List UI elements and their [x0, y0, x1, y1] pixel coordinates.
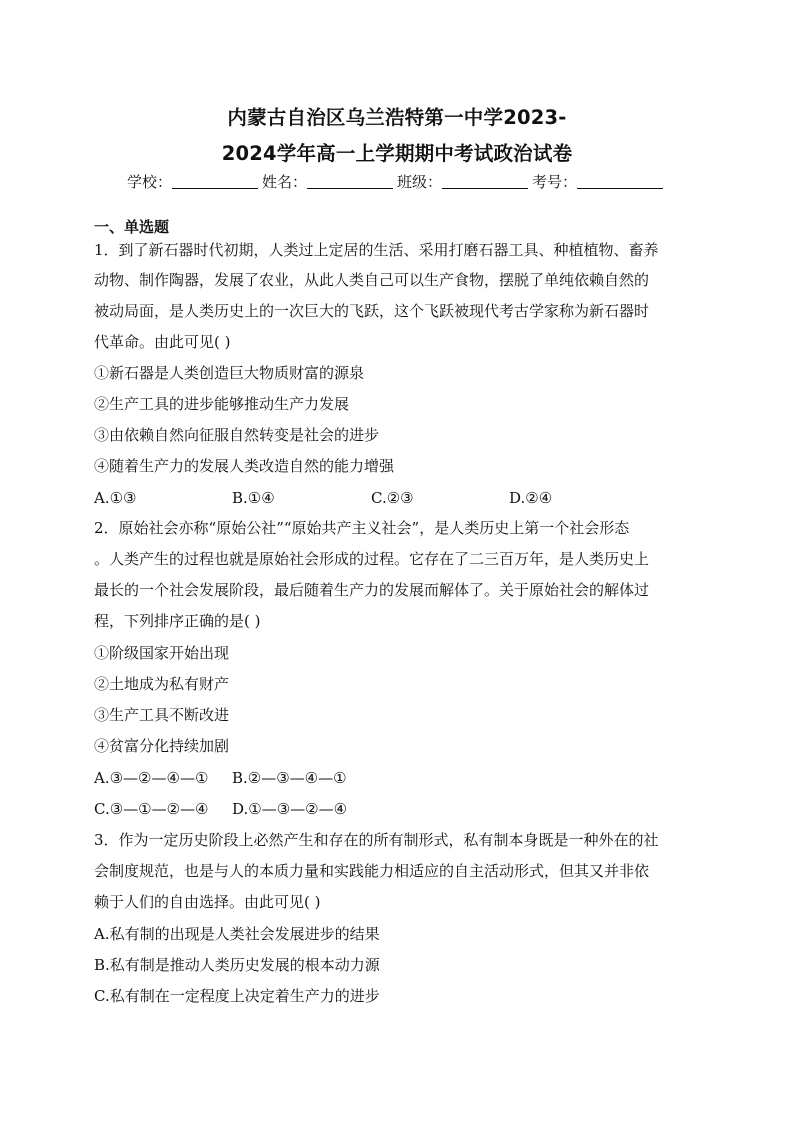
q2-option-b: B.②—③—④—①	[232, 769, 347, 787]
q1-item: ④随着生产力的发展人类改造自然的能力增强	[94, 457, 395, 475]
student-info-row	[0, 171, 794, 192]
q1-option-c: C.②③	[371, 489, 414, 507]
q1-stem-line: 1．到了新石器时代初期，人类过上定居的生活、采用打磨石器工具、种植植物、畜养	[94, 241, 659, 259]
q2-option-d: D.①—③—②—④	[232, 800, 348, 818]
q2-stem-line: 最长的一个社会发展阶段，最后随着生产力的发展而解体了。关于原始社会的解体过	[94, 581, 650, 599]
q2-option-c: C.③—①—②—④	[94, 800, 209, 818]
school-blank[interactable]	[172, 174, 258, 189]
exam-title-line-2: 2024学年高一上学期期中考试政治试卷	[221, 142, 573, 165]
q3-option-c: C.私有制在一定程度上决定着生产力的进步	[94, 987, 380, 1005]
q1-option-d: D.②④	[509, 489, 553, 507]
q2-stem-line: 程，下列排序正确的是( )	[94, 612, 261, 630]
class-label: 班级：	[397, 173, 443, 191]
q2-item: ④贫富分化持续加剧	[94, 737, 230, 755]
q3-stem-line: 3．作为一定历史阶段上必然产生和存在的所有制形式，私有制本身既是一种外在的社	[94, 831, 659, 849]
name-label: 姓名：	[261, 173, 307, 191]
q1-stem-line: 动物、制作陶器，发展了农业，从此人类自己可以生产食物，摆脱了单纯依赖自然的	[94, 271, 650, 289]
q2-item: ①阶级国家开始出现	[94, 644, 230, 662]
number-label: 考号：	[532, 173, 578, 191]
q1-item: ③由依赖自然向征服自然转变是社会的进步	[94, 426, 380, 444]
q3-option-b: B.私有制是推动人类历史发展的根本动力源	[94, 956, 380, 974]
q2-item: ③生产工具不断改进	[94, 706, 230, 724]
name-blank[interactable]	[307, 174, 393, 189]
school-label: 学校：	[126, 173, 172, 191]
q2-stem-line: 。人类产生的过程也就是原始社会形成的过程。它存在了二三百万年，是人类历史上	[94, 550, 650, 568]
q1-stem-line: 代革命。由此可见( )	[94, 333, 231, 351]
q1-option-a: A.①③	[94, 489, 137, 507]
q1-option-b: B.①④	[232, 489, 275, 507]
q3-option-a: A.私有制的出现是人类社会发展进步的结果	[94, 925, 380, 943]
number-blank[interactable]	[577, 174, 663, 189]
q2-option-a: A.③—②—④—①	[94, 769, 209, 787]
q1-item: ①新石器是人类创造巨大物质财富的源泉	[94, 364, 365, 382]
exam-title-line-1: 内蒙古自治区乌兰浩特第一中学2023-	[227, 106, 567, 129]
q2-stem-line: 2．原始社会亦称“原始公社”“原始共产主义社会”，是人类历史上第一个社会形态	[94, 519, 630, 537]
section-title: 一、单选题	[94, 218, 170, 236]
q3-stem-line: 赖于人们的自由选择。由此可见( )	[94, 893, 321, 911]
q2-item: ②土地成为私有财产	[94, 675, 230, 693]
q1-stem-line: 被动局面，是人类历史上的一次巨大的飞跃，这个飞跃被现代考古学家称为新石器时	[94, 302, 650, 320]
class-blank[interactable]	[442, 174, 528, 189]
q1-item: ②生产工具的进步能够推动生产力发展	[94, 395, 350, 413]
q3-stem-line: 会制度规范，也是与人的本质力量和实践能力相适应的自主活动形式，但其又并非依	[94, 862, 650, 880]
